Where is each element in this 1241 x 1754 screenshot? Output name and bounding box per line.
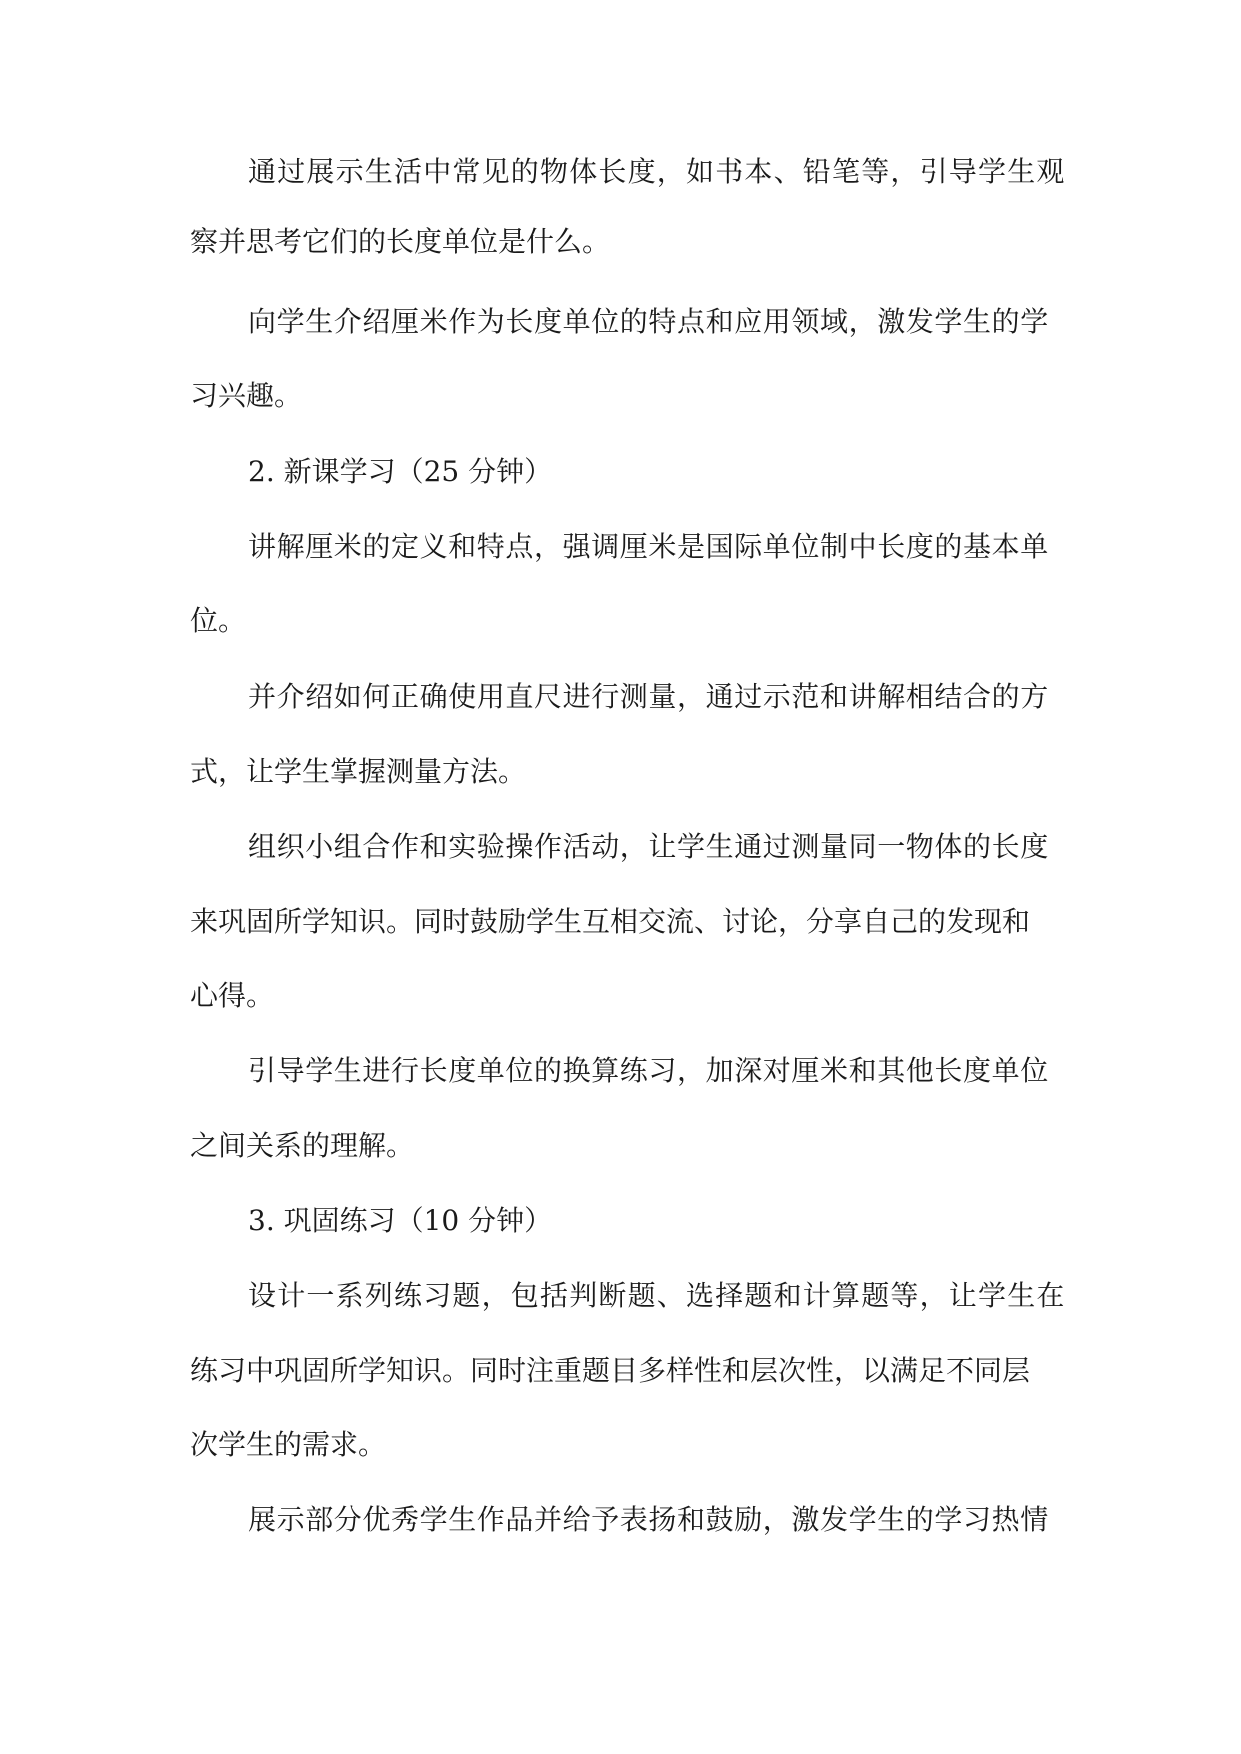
text-line: 向学生介绍厘米作为长度单位的特点和应用领域，激发学生的学 <box>248 305 1049 338</box>
text-line: 式，让学生掌握测量方法。 <box>190 755 527 788</box>
text-line: 察并思考它们的长度单位是什么。 <box>190 225 611 258</box>
text-line: 设计一系列练习题，包括判断题、选择题和计算题等，让学生在 <box>248 1279 1066 1312</box>
section-heading: 3. 巩固练习（10 分钟） <box>248 1204 553 1237</box>
text-line: 心得。 <box>190 979 275 1012</box>
text-line: 组织小组合作和实验操作活动，让学生通过测量同一物体的长度 <box>248 830 1049 863</box>
text-line: 次学生的需求。 <box>190 1428 387 1461</box>
text-line: 练习中巩固所学知识。同时注重题目多样性和层次性，以满足不同层 <box>190 1354 1031 1387</box>
text-line: 展示部分优秀学生作品并给予表扬和鼓励，激发学生的学习热情 <box>248 1503 1049 1536</box>
text-line: 习兴趣。 <box>190 379 303 412</box>
text-line: 之间关系的理解。 <box>190 1129 415 1162</box>
text-line: 讲解厘米的定义和特点，强调厘米是国际单位制中长度的基本单 <box>248 530 1049 563</box>
text-line: 并介绍如何正确使用直尺进行测量，通过示范和讲解相结合的方 <box>248 680 1049 713</box>
section-heading: 2. 新课学习（25 分钟） <box>248 455 553 488</box>
text-line: 通过展示生活中常见的物体长度，如书本、铅笔等，引导学生观 <box>248 155 1066 188</box>
text-line: 位。 <box>190 604 247 637</box>
text-line: 来巩固所学知识。同时鼓励学生互相交流、讨论，分享自己的发现和 <box>190 905 1031 938</box>
text-line: 引导学生进行长度单位的换算练习，加深对厘米和其他长度单位 <box>248 1054 1049 1087</box>
